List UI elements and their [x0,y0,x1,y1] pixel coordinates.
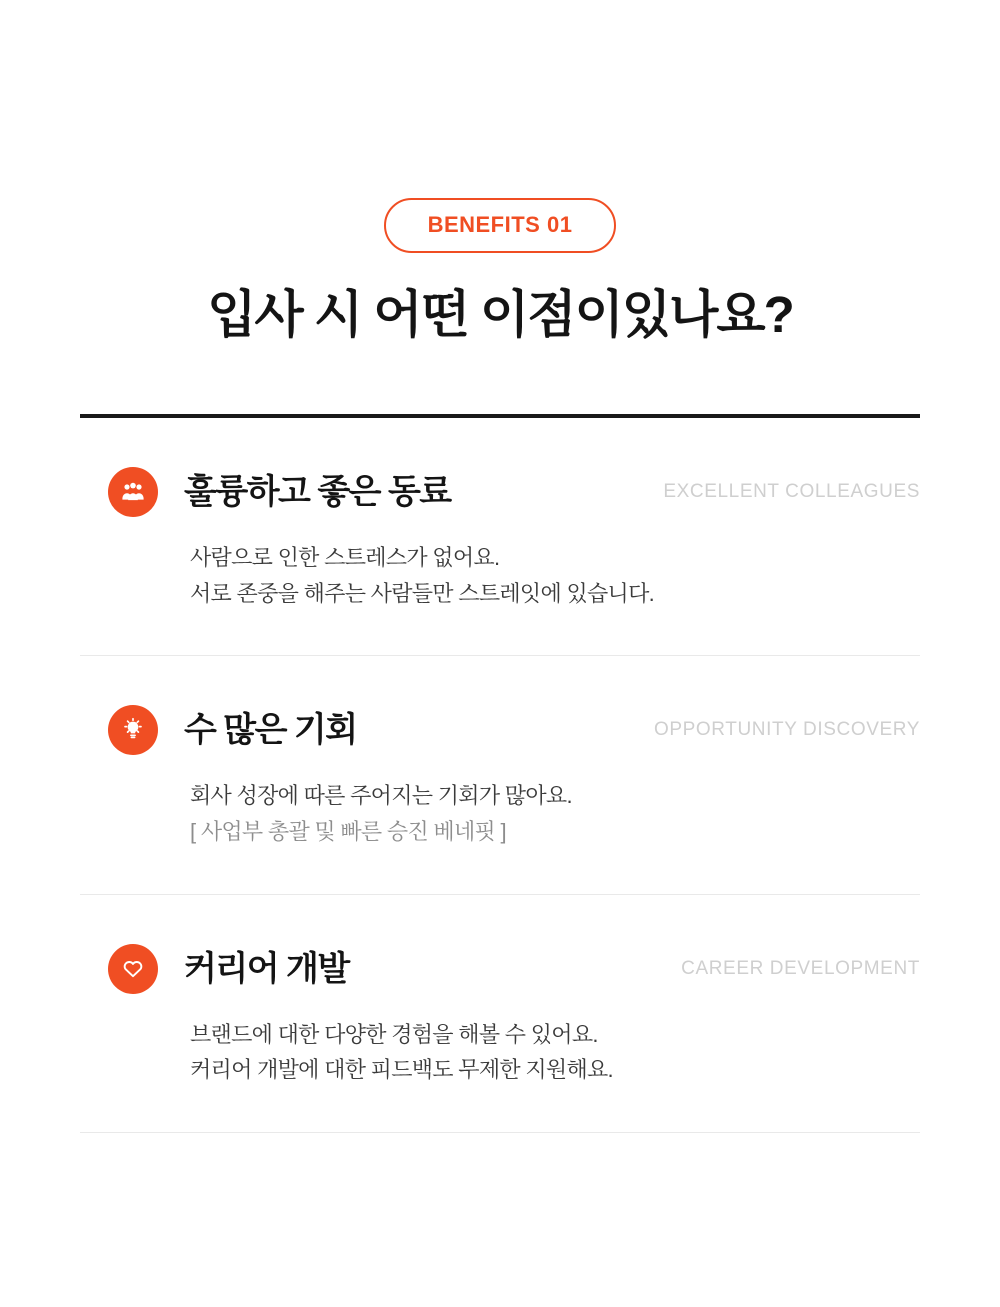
benefit-line: 커리어 개발에 대한 피드백도 무제한 지원해요. [190,1057,613,1083]
section-badge: BENEFITS 01 [384,198,617,253]
lightbulb-idea-icon [108,705,158,755]
benefit-header [80,466,920,518]
benefit-english-label: CAREER DEVELOPMENT [681,957,920,979]
benefit-header [80,943,920,995]
benefit-title: 훌륭하고 좋은 동료 [184,473,451,511]
benefit-line: 브랜드에 대한 다양한 경험을 해볼 수 있어요. [190,1021,598,1047]
benefit-description [190,1017,920,1088]
page-header [0,0,1000,343]
benefit-line: [ 사업부 총괄 및 빠른 승진 베네핏 ] [190,818,506,844]
heart-icon [108,944,158,994]
benefit-header [80,704,920,756]
benefit-english-label: OPPORTUNITY DISCOVERY [654,719,920,741]
benefit-description [190,778,920,849]
list-item [80,895,920,1133]
benefit-title: 수 많은 기회 [184,711,357,750]
benefit-title: 커리어 개발 [184,949,349,988]
benefit-line: 회사 성장에 따른 주어지는 기회가 많아요. [190,783,572,809]
benefits-list [80,418,920,1133]
benefit-english-label: EXCELLENT COLLEAGUES [663,481,920,502]
list-item [80,656,920,894]
benefit-line: 서로 존중을 해주는 사람들만 스트레잇에 있습니다. [190,580,655,606]
people-group-icon [108,467,158,517]
benefit-description [190,540,920,611]
page-title: 입사 시 어떤 이점이있나요? [207,286,793,343]
list-item [80,418,920,656]
benefit-line: 사람으로 인한 스트레스가 없어요. [190,545,500,570]
